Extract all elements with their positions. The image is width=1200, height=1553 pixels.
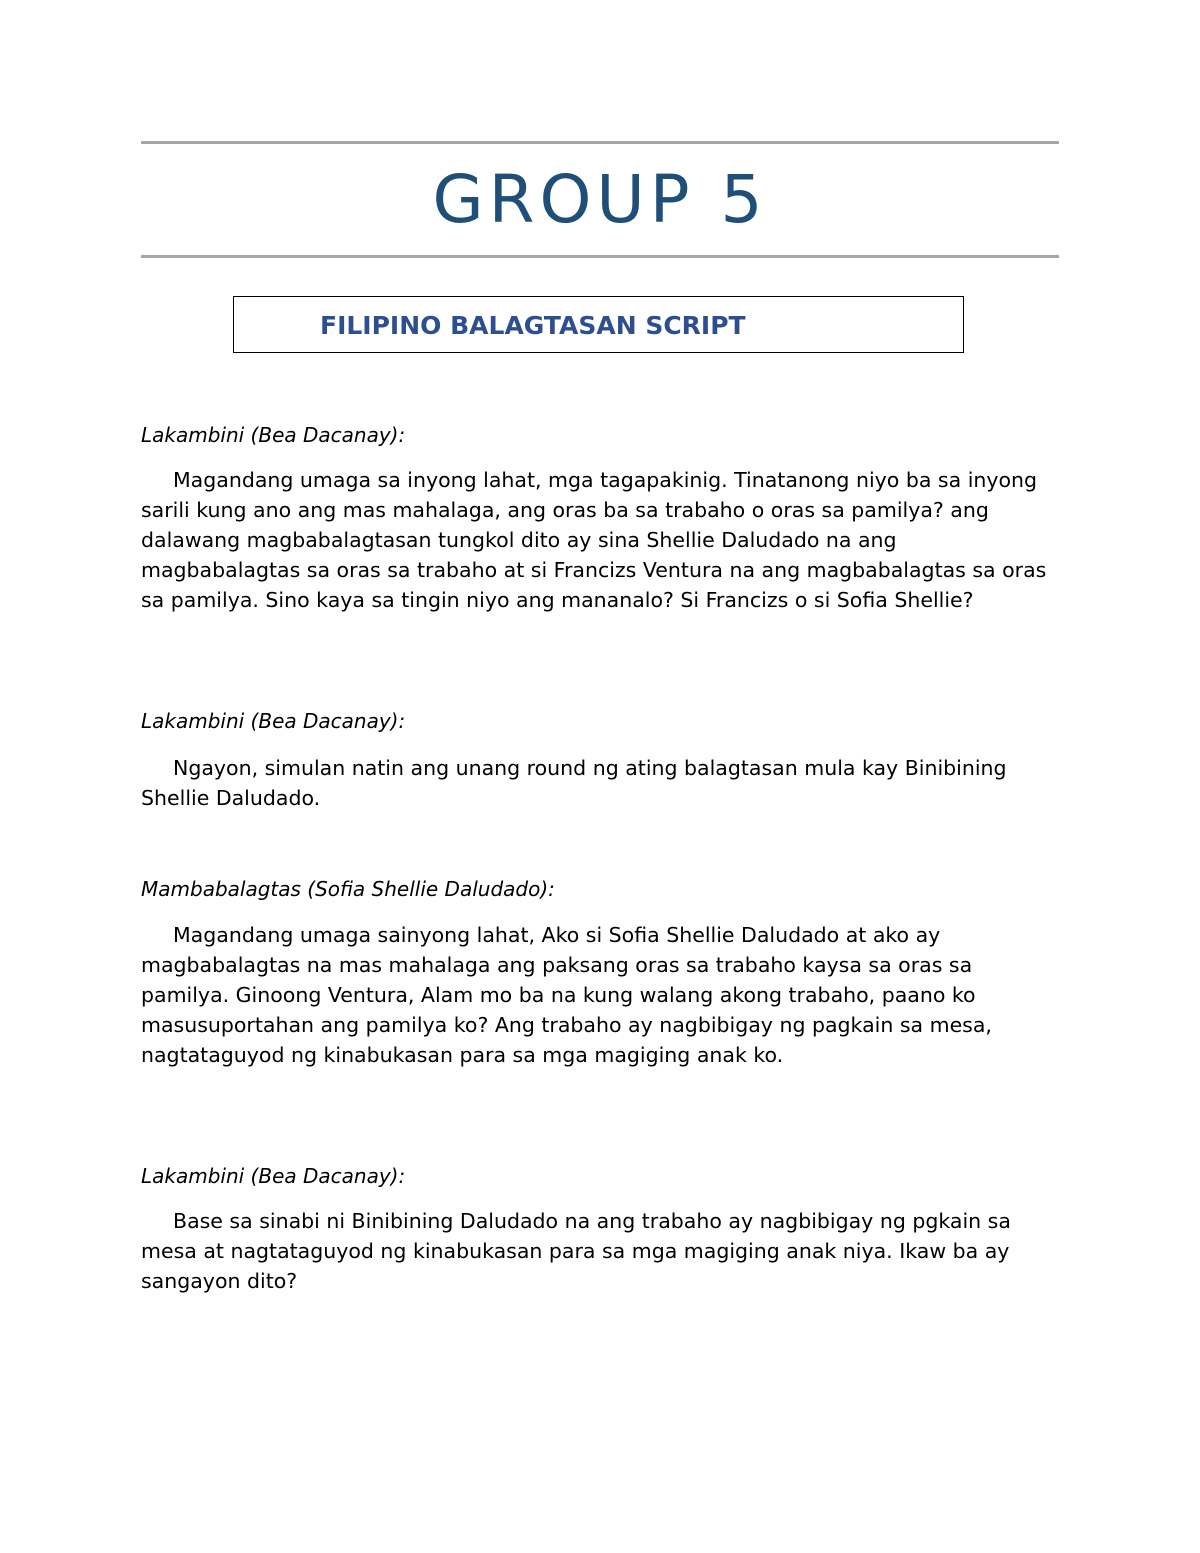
dialogue-paragraph: Ngayon, simulan natin ang unang round ng ating balagtasan mula kay Binibining Shellie Daludado.	[141, 756, 1007, 810]
top-divider	[141, 141, 1059, 144]
dialogue-paragraph: Magandang umaga sa inyong lahat, mga tagapakinig. Tinatanong niyo ba sa inyong sarili kung ano ang mas mahalaga, ang oras ba sa trabaho o oras sa pamilya? ang dalawang magbabalagtasan tungkol dito ay sina Shellie Daludado na ang magbabalagtas sa oras sa trabaho at si Francizs Ventura na ang magbabalagtas sa oras sa pamilya. Sino kaya sa tingin niyo ang mananalo? Si Francizs o si Sofia Shellie?	[141, 468, 1047, 612]
speaker-label: Lakambini (Bea Dacanay):	[141, 1164, 406, 1188]
speaker-label: Lakambini (Bea Dacanay):	[141, 709, 406, 733]
document-subtitle: FILIPINO BALAGTASAN SCRIPT	[320, 311, 746, 340]
bottom-divider	[141, 255, 1059, 258]
subtitle-box	[233, 296, 964, 353]
speaker-label: Lakambini (Bea Dacanay):	[141, 423, 406, 447]
dialogue-paragraph: Magandang umaga sainyong lahat, Ako si Sofia Shellie Daludado at ako ay magbabalagtas na mas mahalaga ang paksang oras sa trabaho kaysa sa oras sa pamilya. Ginoong Ventura, Alam mo ba na kung walang akong trabaho, paano ko masusuportahan ang pamilya ko? Ang trabaho ay nagbibigay ng pagkain sa mesa, nagtataguyod ng kinabukasan para sa mga magiging anak ko.	[141, 923, 992, 1067]
document-title: GROUP 5	[432, 161, 768, 238]
dialogue-paragraph: Base sa sinabi ni Binibining Daludado na ang trabaho ay nagbibigay ng pgkain sa mesa at nagtataguyod ng kinabukasan para sa mga magiging anak niya. Ikaw ba ay sangayon dito?	[141, 1209, 1011, 1293]
speaker-label: Mambabalagtas (Sofia Shellie Daludado):	[141, 877, 555, 901]
